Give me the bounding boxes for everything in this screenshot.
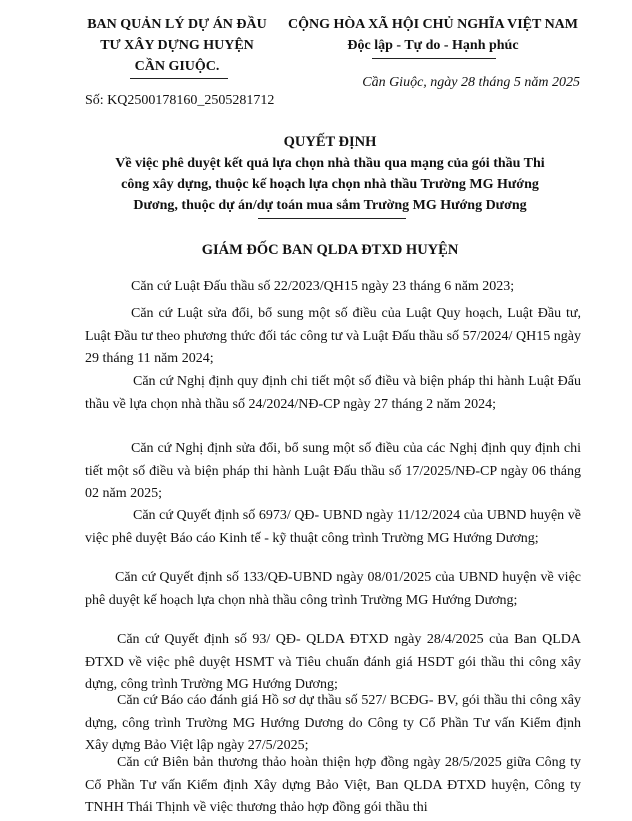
motto-underline [372,58,496,59]
national-motto [282,14,584,56]
document-number: Số: KQ2500178160_2505281712 [85,93,275,108]
agency-line-3: CẦN GIUỘC. [134,59,220,74]
decision-subject-line-2: công xây dựng, thuộc kế hoạch lựa chọn nhà thầu Trường MG Hướng [121,177,539,192]
legal-basis-9: Căn cứ Biên bản thương thảo hoàn thiện hợp đồng ngày 28/5/2025 giữa Công ty Cổ Phần Tư vấn Kiểm định Xây dựng Bảo Việt, Ban QLDA ĐTXD huyện, Công ty TNHH Thái Thịnh về việc thương thảo hợp đồng gói thầu thi [85,755,581,815]
legal-basis-8: Căn cứ Báo cáo đánh giá Hồ sơ dự thầu số 527/ BCĐG- BV, gói thầu thi công xây dựng, công trình Trường MG Hướng Dương do Công ty Cổ Phần Tư vấn Kiểm định Xây dựng Bảo Việt lập ngày 27/5/2025; [85,693,581,753]
legal-basis-6: Căn cứ Quyết định số 133/QĐ-UBND ngày 08/01/2025 của UBND huyện về việc phê duyệt kế hoạch lựa chọn nhà thầu công trình Trường MG Hướng Dương; [85,570,581,608]
agency-line-2: TƯ XÂY DỰNG HUYỆN [100,38,254,53]
legal-basis-2: Căn cứ Luật sửa đổi, bổ sung một số điều của Luật Quy hoạch, Luật Đầu tư, Luật Đầu tư theo phương thức đối tác công tư và Luật Đấu thầu số 57/2024/ QH15 ngày 29 tháng 11 năm 2024; [85,306,581,366]
legal-basis-4: Căn cứ Nghị định sửa đổi, bổ sung một số điều của các Nghị định quy định chi tiết một số điều và biện pháp thi hành Luật Đấu thầu số 17/2025/NĐ-CP ngày 06 tháng 02 năm 2025; [85,441,581,501]
place-date: Cần Giuộc, ngày 28 tháng 5 năm 2025 [362,75,580,90]
legal-basis-3: Căn cứ Nghị định quy định chi tiết một số điều và biện pháp thi hành Luật Đấu thầu về lựa chọn nhà thầu số 24/2024/NĐ-CP ngày 27 tháng 2 năm 2024; [85,374,581,412]
agency-line-1: BAN QUẢN LÝ DỰ ÁN ĐẦU [87,17,267,32]
motto: Độc lập - Tự do - Hạnh phúc [347,38,519,53]
legal-basis-5: Căn cứ Quyết định số 6973/ QĐ- UBND ngày 11/12/2024 của UBND huyện về việc phê duyệt Báo cáo Kinh tế - kỹ thuật công trình Trường MG Hướng Dương; [85,508,581,546]
decision-title [70,132,590,216]
country-name: CỘNG HÒA XÃ HỘI CHỦ NGHĨA VIỆT NAM [287,17,578,32]
issuing-agency [70,14,284,77]
agency-underline [130,78,228,79]
authority-heading: GIÁM ĐỐC BAN QLDA ĐTXD HUYỆN [201,242,459,258]
decision-subject-line-1: Về việc phê duyệt kết quả lựa chọn nhà thầu qua mạng của gói thầu Thi [115,156,545,171]
legal-basis-7: Căn cứ Quyết định số 93/ QĐ- QLDA ĐTXD ngày 28/4/2025 của Ban QLDA ĐTXD về việc phê duyệt HSMT và Tiêu chuẩn đánh giá HSDT gói thầu thi công xây dựng, công trình Trường MG Hướng Dương; [85,632,581,692]
decision-heading: QUYẾT ĐỊNH [283,134,377,150]
legal-basis-1: Căn cứ Luật Đấu thầu số 22/2023/QH15 ngày 23 tháng 6 năm 2023; [131,279,515,294]
title-underline [258,218,406,219]
decision-subject-line-3: Dương, thuộc dự án/dự toán mua sắm Trường MG Hướng Dương [133,198,527,213]
